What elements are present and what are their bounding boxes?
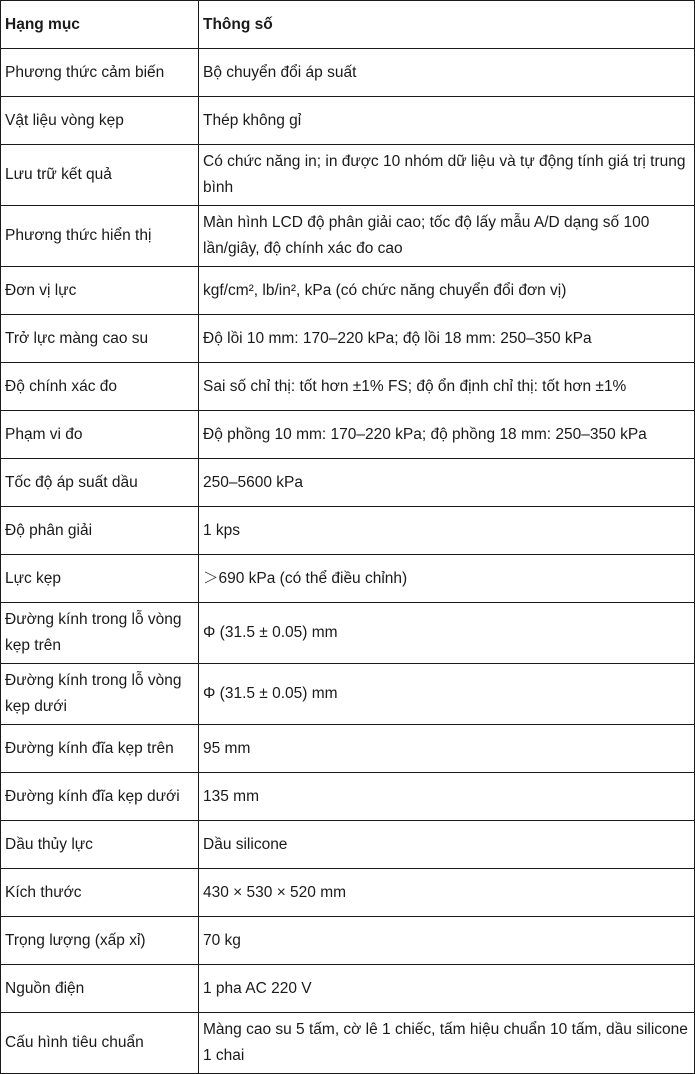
row-item: Phạm vi đo <box>1 411 199 459</box>
table-header-row <box>1 1 695 49</box>
row-item: Tốc độ áp suất dầu <box>1 459 199 507</box>
table-row <box>1 773 695 821</box>
table-row <box>1 49 695 97</box>
table-row <box>1 97 695 145</box>
table-row <box>1 459 695 507</box>
row-item: Lưu trữ kết quả <box>1 145 199 206</box>
row-spec: Thép không gỉ <box>199 97 695 145</box>
row-spec: 135 mm <box>199 773 695 821</box>
row-item: Phương thức cảm biến <box>1 49 199 97</box>
row-item: Đơn vị lực <box>1 267 199 315</box>
row-item: Nguồn điện <box>1 965 199 1013</box>
row-spec: 1 kps <box>199 507 695 555</box>
table-row <box>1 267 695 315</box>
row-item: Lực kẹp <box>1 555 199 603</box>
row-spec: 95 mm <box>199 725 695 773</box>
row-spec: ＞690 kPa (có thể điều chỉnh) <box>199 555 695 603</box>
row-spec: Độ phồng 10 mm: 170–220 kPa; độ phồng 18 mm: 250–350 kPa <box>199 411 695 459</box>
row-spec: Dầu silicone <box>199 821 695 869</box>
row-item: Độ chính xác đo <box>1 363 199 411</box>
row-spec: Φ (31.5 ± 0.05) mm <box>199 664 695 725</box>
table-row <box>1 1013 695 1074</box>
header-item: Hạng mục <box>1 1 199 49</box>
table-row <box>1 821 695 869</box>
row-item: Phương thức hiển thị <box>1 206 199 267</box>
row-item: Trở lực màng cao su <box>1 315 199 363</box>
row-spec: 1 pha AC 220 V <box>199 965 695 1013</box>
row-spec: 430 × 530 × 520 mm <box>199 869 695 917</box>
table-row <box>1 363 695 411</box>
row-item: Kích thước <box>1 869 199 917</box>
row-item: Dầu thủy lực <box>1 821 199 869</box>
table-row <box>1 869 695 917</box>
row-item: Đường kính trong lỗ vòng kẹp trên <box>1 603 199 664</box>
row-spec: Φ (31.5 ± 0.05) mm <box>199 603 695 664</box>
row-spec: Màng cao su 5 tấm, cờ lê 1 chiếc, tấm hiệu chuẩn 10 tấm, dầu silicone 1 chai <box>199 1013 695 1074</box>
table-row <box>1 315 695 363</box>
table-row <box>1 206 695 267</box>
row-spec: 70 kg <box>199 917 695 965</box>
table-row <box>1 555 695 603</box>
row-item: Đường kính đĩa kẹp trên <box>1 725 199 773</box>
table-row <box>1 145 695 206</box>
table-row <box>1 603 695 664</box>
table-row <box>1 965 695 1013</box>
row-item: Cấu hình tiêu chuẩn <box>1 1013 199 1074</box>
table-row <box>1 725 695 773</box>
row-spec: kgf/cm², lb/in², kPa (có chức năng chuyển đổi đơn vị) <box>199 267 695 315</box>
row-spec: Sai số chỉ thị: tốt hơn ±1% FS; độ ổn định chỉ thị: tốt hơn ±1% <box>199 363 695 411</box>
row-item: Độ phân giải <box>1 507 199 555</box>
row-spec: Độ lồi 10 mm: 170–220 kPa; độ lồi 18 mm: 250–350 kPa <box>199 315 695 363</box>
table-row <box>1 664 695 725</box>
row-spec: Màn hình LCD độ phân giải cao; tốc độ lấy mẫu A/D dạng số 100 lần/giây, độ chính xác đo cao <box>199 206 695 267</box>
row-item: Đường kính đĩa kẹp dưới <box>1 773 199 821</box>
table-row <box>1 507 695 555</box>
row-item: Đường kính trong lỗ vòng kẹp dưới <box>1 664 199 725</box>
header-spec: Thông số <box>199 1 695 49</box>
row-spec: 250–5600 kPa <box>199 459 695 507</box>
row-item: Vật liệu vòng kẹp <box>1 97 199 145</box>
row-spec: Có chức năng in; in được 10 nhóm dữ liệu và tự động tính giá trị trung bình <box>199 145 695 206</box>
row-item: Trọng lượng (xấp xỉ) <box>1 917 199 965</box>
row-spec: Bộ chuyển đổi áp suất <box>199 49 695 97</box>
table-row <box>1 917 695 965</box>
table-row <box>1 411 695 459</box>
